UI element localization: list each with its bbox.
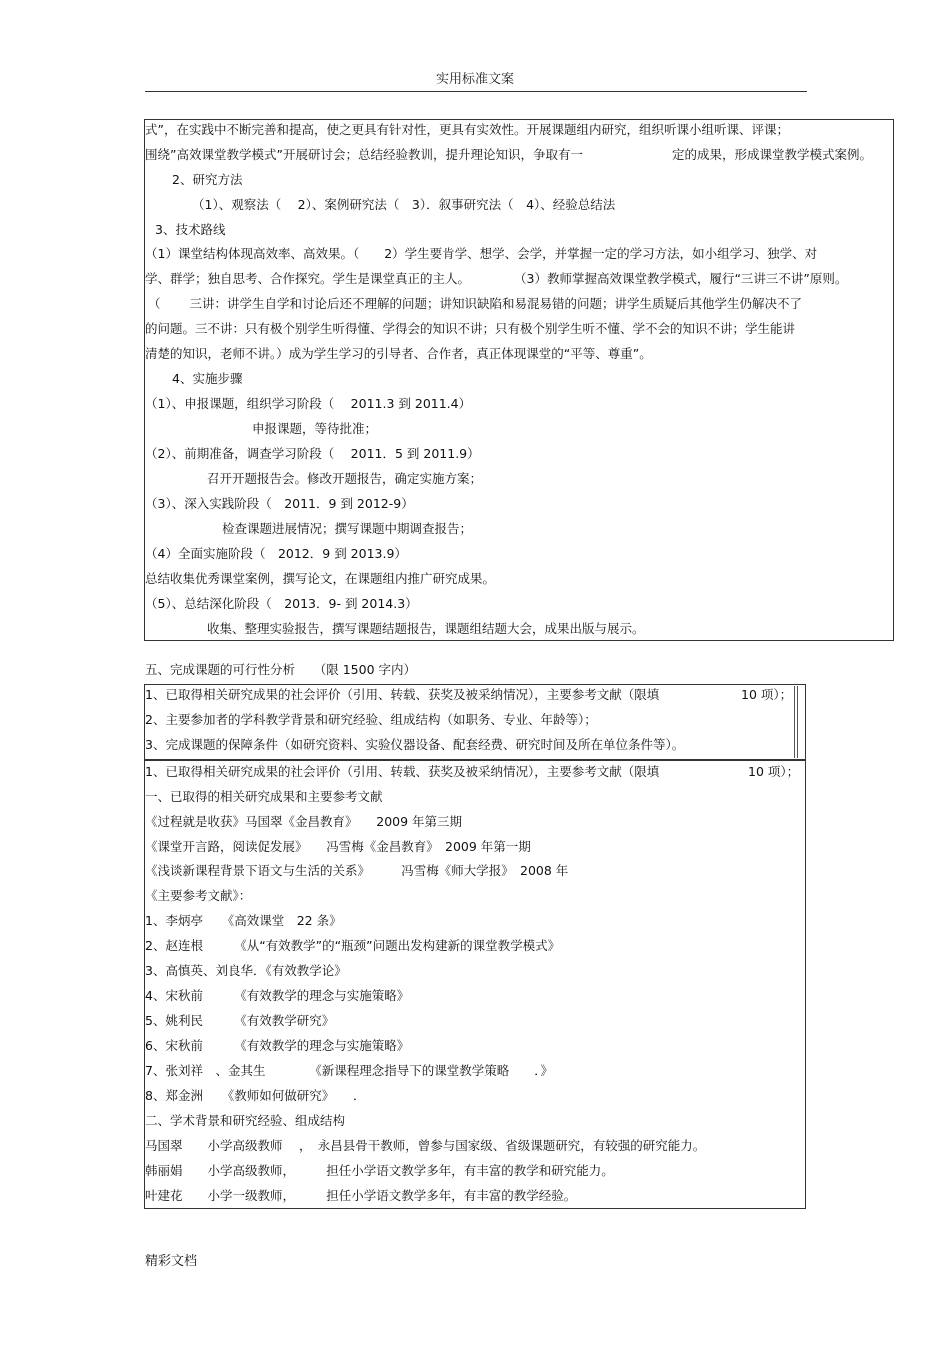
text-line: （ 三讲：讲学生自学和讨论后还不理解的问题；讲知识缺陷和易混易错的问题；讲学生质疑后其他学生仍解决不了: [148, 296, 802, 311]
section-five-title: 五、完成课题的可行性分析 （限 1500 字内）: [145, 662, 417, 677]
step-1: （1）、申报课题，组织学习阶段（ 2011.3 到 2011.4）: [145, 396, 472, 411]
step-4: （4）全面实施阶段（ 2012．9 到 2013.9）: [145, 546, 407, 561]
step-3: （3）、深入实践阶段（ 2011．9 到 2012-9）: [145, 496, 414, 511]
text-line: 的问题。三不讲：只有极个别学生听得懂、学得会的知识不讲；只有极个别学生听不懂、学不会的知识不讲；学生能讲: [145, 321, 796, 336]
reference-item: 6、宋秋前 《有效教学的理念与实施策略》: [145, 1038, 410, 1053]
member-row: 叶建花 小学一级教师， 担任小学语文教学多年，有丰富的教学经验。: [145, 1188, 577, 1203]
heading-technical-route: 3、技术路线: [155, 222, 226, 237]
reference-item: 2、赵连根 《从“有效教学”的“瓶颈”问题出发构建新的课堂教学模式》: [145, 938, 561, 953]
step-5: （5）、总结深化阶段（ 2013．9- 到 2014.3）: [145, 596, 418, 611]
step-2: （2）、前期准备，调查学习阶段（ 2011．5 到 2011.9）: [145, 446, 480, 461]
text-line: 定的成果，形成课堂教学模式案例。: [672, 147, 873, 162]
text-line: （1）课堂结构体现高效率、高效果。（ 2）学生要肯学、想学、会学，并掌握一定的学习方法，如小组学习、独学、对: [145, 246, 818, 261]
text-line: 围绕”高效课堂教学模式”开展研讨会；总结经验教训，提升理论知识，争取有一: [145, 147, 583, 162]
reference-item: 1、李炳亭 《高效课堂 22 条》: [145, 913, 342, 928]
reference-item: 8、郑金洲 《教师如何做研究》 ．: [145, 1088, 366, 1103]
heading-research-methods: 2、研究方法: [172, 172, 243, 187]
text-line: 学、群学；独自思考、合作探究。学生是课堂真正的主人。: [145, 271, 471, 286]
step-1-detail: 申报课题，等待批准；: [252, 421, 378, 436]
reference-item: 《课堂开言路，阅读促发展》 冯雪梅《金昌教育》 2009 年第一期: [145, 839, 531, 854]
text-line: 式”，在实践中不断完善和提高，使之更具有针对性，更具有实效性。开展课题组内研究，组织听课小组听课、评课；: [145, 122, 789, 137]
heading-implementation-steps: 4、实施步骤: [172, 371, 243, 386]
instruction-line: 10 项）；: [741, 687, 793, 702]
instruction-line: 3、完成课题的保障条件（如研究资料、实验仪器设备、配套经费、研究时间及所在单位条件等）。: [145, 737, 685, 752]
text-line: 10 项）；: [748, 764, 800, 779]
reference-item: 《浅谈新课程背景下语文与生活的关系》 冯雪梅《师大学报》 2008 年: [145, 863, 569, 878]
subheading-results: 一、已取得的相关研究成果和主要参考文献: [145, 789, 383, 804]
references-heading: 《主要参考文献》：: [145, 888, 252, 903]
reference-item: 3、高慎英、刘良华．《有效教学论》: [145, 963, 347, 978]
text-line: 1、已取得相关研究成果的社会评价（引用、转载、获奖及被采纳情况），主要参考文献（限填: [145, 764, 660, 779]
step-4-detail: 总结收集优秀课堂案例，撰写论文，在课题组内推广研究成果。: [145, 571, 496, 586]
header-divider: [145, 91, 807, 92]
instruction-line: 2、主要参加者的学科教学背景和研究经验、组成结构（如职务、专业、年龄等）；: [145, 712, 597, 727]
subheading-background: 二、学术背景和研究经验、组成结构: [145, 1113, 346, 1128]
text-line: （1）、观察法（ 2）、案例研究法（ 3）．叙事研究法（ 4）、经验总结法: [192, 197, 616, 212]
reference-item: 4、宋秋前 《有效教学的理念与实施策略》: [145, 988, 410, 1003]
reference-item: 《过程就是收获》马国翠《金昌教育》 2009 年第三期: [145, 814, 463, 829]
reference-item: 7、张刘祥 、金其生 《新课程理念指导下的课堂教学策略 ．》: [145, 1063, 553, 1078]
text-line: 清楚的知识，老师不讲。）成为学生学习的引导者、合作者，真正体现课堂的“平等、尊重”。: [145, 346, 652, 361]
step-3-detail: 检查课题进展情况；撰写课题中期调查报告；: [222, 521, 473, 536]
page-header-title: 实用标准文案: [435, 72, 514, 87]
text-line: （3）教师掌握高效课堂教学模式，履行“三讲三不讲”原则。: [514, 271, 848, 286]
instruction-line: 1、已取得相关研究成果的社会评价（引用、转载、获奖及被采纳情况），主要参考文献（限填: [145, 687, 660, 702]
step-2-detail: 召开开题报告会。修改开题报告，确定实施方案；: [207, 471, 483, 486]
member-row: 韩丽娟 小学高级教师， 担任小学语文教学多年，有丰富的教学和研究能力。: [145, 1163, 614, 1178]
member-row: 马国翠 小学高级教师 ， 永昌县骨干教师，曾参与国家级、省级课题研究，有较强的研究能力。: [145, 1138, 706, 1153]
step-5-detail: 收集、整理实验报告，撰写课题结题报告，课题组结题大会，成果出版与展示。: [207, 621, 645, 636]
double-border-bar: [794, 686, 798, 758]
reference-item: 5、姚利民 《有效教学研究》: [145, 1013, 335, 1028]
page-footer: 精彩文档: [145, 1254, 198, 1269]
